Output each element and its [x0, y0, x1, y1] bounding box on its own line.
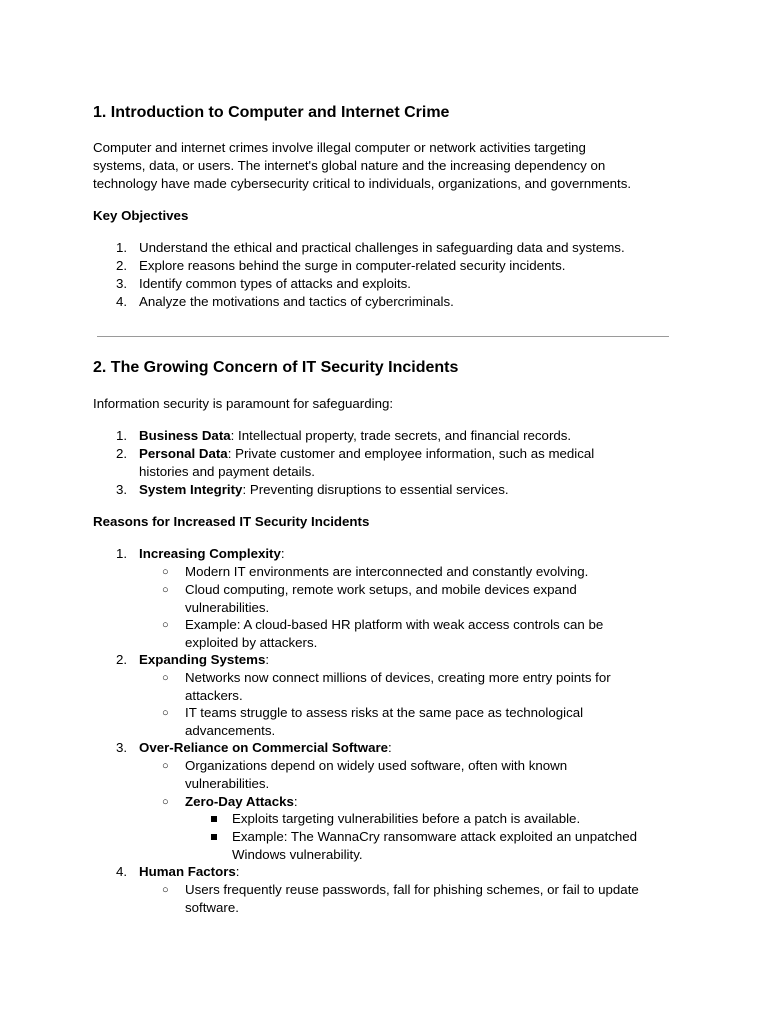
list-number: 3.	[116, 482, 128, 497]
sub-item-text: advancements.	[185, 723, 276, 738]
sub-item-text: exploited by attackers.	[185, 635, 318, 650]
suffix: :	[388, 740, 392, 755]
paragraph-line: technology have made cybersecurity critical to individuals, organizations, and governments.	[93, 176, 632, 191]
section-1-title: 1. Introduction to Computer and Internet Crime	[93, 104, 450, 121]
square-bullet-icon	[211, 834, 217, 840]
paragraph-line: Computer and internet crimes involve illegal computer or network activities targeting	[93, 140, 586, 155]
sub-item-text: attackers.	[185, 688, 243, 703]
sub-item-text	[185, 793, 298, 811]
list-text	[139, 427, 571, 445]
list-text	[139, 481, 509, 499]
circle-bullet-icon: ○	[162, 707, 169, 719]
reasons-heading: Reasons for Increased IT Security Incidents	[93, 514, 370, 529]
list-number: 4.	[116, 294, 128, 309]
list-number: 3.	[116, 740, 128, 755]
section-2-intro: Information security is paramount for safeguarding:	[93, 396, 394, 411]
sub-item-text: Organizations depend on widely used software, often with known	[185, 758, 568, 773]
list-text	[139, 739, 392, 757]
sub-item-text: Example: A cloud-based HR platform with weak access controls can be	[185, 617, 604, 632]
list-text: Explore reasons behind the surge in computer-related security incidents.	[139, 258, 566, 273]
key-objectives-heading: Key Objectives	[93, 208, 189, 223]
list-text: Understand the ethical and practical challenges in safeguarding data and systems.	[139, 240, 625, 255]
horizontal-divider	[97, 336, 669, 337]
sub-sub-item-text: Exploits targeting vulnerabilities before a patch is available.	[232, 811, 581, 826]
term: Over-Reliance on Commercial Software	[139, 740, 389, 755]
circle-bullet-icon: ○	[162, 672, 169, 684]
list-number: 3.	[116, 276, 128, 291]
list-text	[139, 863, 240, 881]
circle-bullet-icon: ○	[162, 796, 169, 808]
term: Business Data	[139, 428, 231, 443]
list-number: 2.	[116, 446, 128, 461]
sub-item-text: Networks now connect millions of devices, creating more entry points for	[185, 670, 611, 685]
list-text	[139, 545, 285, 563]
list-text: Identify common types of attacks and exploits.	[139, 276, 411, 291]
list-number: 1.	[116, 428, 128, 443]
circle-bullet-icon: ○	[162, 566, 169, 578]
sub-item-text: IT teams struggle to assess risks at the same pace as technological	[185, 705, 584, 720]
list-text-cont: histories and payment details.	[139, 464, 315, 479]
term: Human Factors	[139, 864, 236, 879]
list-text	[139, 651, 269, 669]
sub-item-text: vulnerabilities.	[185, 600, 270, 615]
list-number: 2.	[116, 652, 128, 667]
description: : Intellectual property, trade secrets, and financial records.	[230, 428, 572, 443]
suffix: :	[293, 794, 298, 809]
description: : Private customer and employee information, such as medical	[227, 446, 595, 461]
circle-bullet-icon: ○	[162, 760, 169, 772]
sub-item-text: Users frequently reuse passwords, fall for phishing schemes, or fail to update	[185, 882, 639, 897]
term: System Integrity	[139, 482, 243, 497]
square-bullet-icon	[211, 816, 217, 822]
list-number: 2.	[116, 258, 128, 273]
term: Expanding Systems	[139, 652, 266, 667]
list-number: 1.	[116, 240, 128, 255]
sub-sub-item-text: Windows vulnerability.	[232, 847, 363, 862]
term: Zero-Day Attacks	[185, 794, 294, 809]
term: Increasing Complexity	[139, 546, 281, 561]
list-text: Analyze the motivations and tactics of cybercriminals.	[139, 294, 454, 309]
sub-item-text: Modern IT environments are interconnected and constantly evolving.	[185, 564, 589, 579]
sub-item-text: vulnerabilities.	[185, 776, 270, 791]
sub-item-text: Cloud computing, remote work setups, and mobile devices expand	[185, 582, 577, 597]
term: Personal Data	[139, 446, 228, 461]
sub-item-text: software.	[185, 900, 239, 915]
suffix: :	[280, 546, 285, 561]
circle-bullet-icon: ○	[162, 584, 169, 596]
suffix: :	[265, 652, 270, 667]
list-number: 1.	[116, 546, 128, 561]
sub-sub-item-text: Example: The WannaCry ransomware attack exploited an unpatched	[232, 829, 638, 844]
circle-bullet-icon: ○	[162, 884, 169, 896]
circle-bullet-icon: ○	[162, 619, 169, 631]
section-2-title: 2. The Growing Concern of IT Security Incidents	[93, 359, 459, 376]
list-text	[139, 445, 594, 463]
list-number: 4.	[116, 864, 128, 879]
suffix: :	[235, 864, 240, 879]
description: : Preventing disruptions to essential services.	[242, 482, 509, 497]
paragraph-line: systems, data, or users. The internet's global nature and the increasing dependency on	[93, 158, 606, 173]
